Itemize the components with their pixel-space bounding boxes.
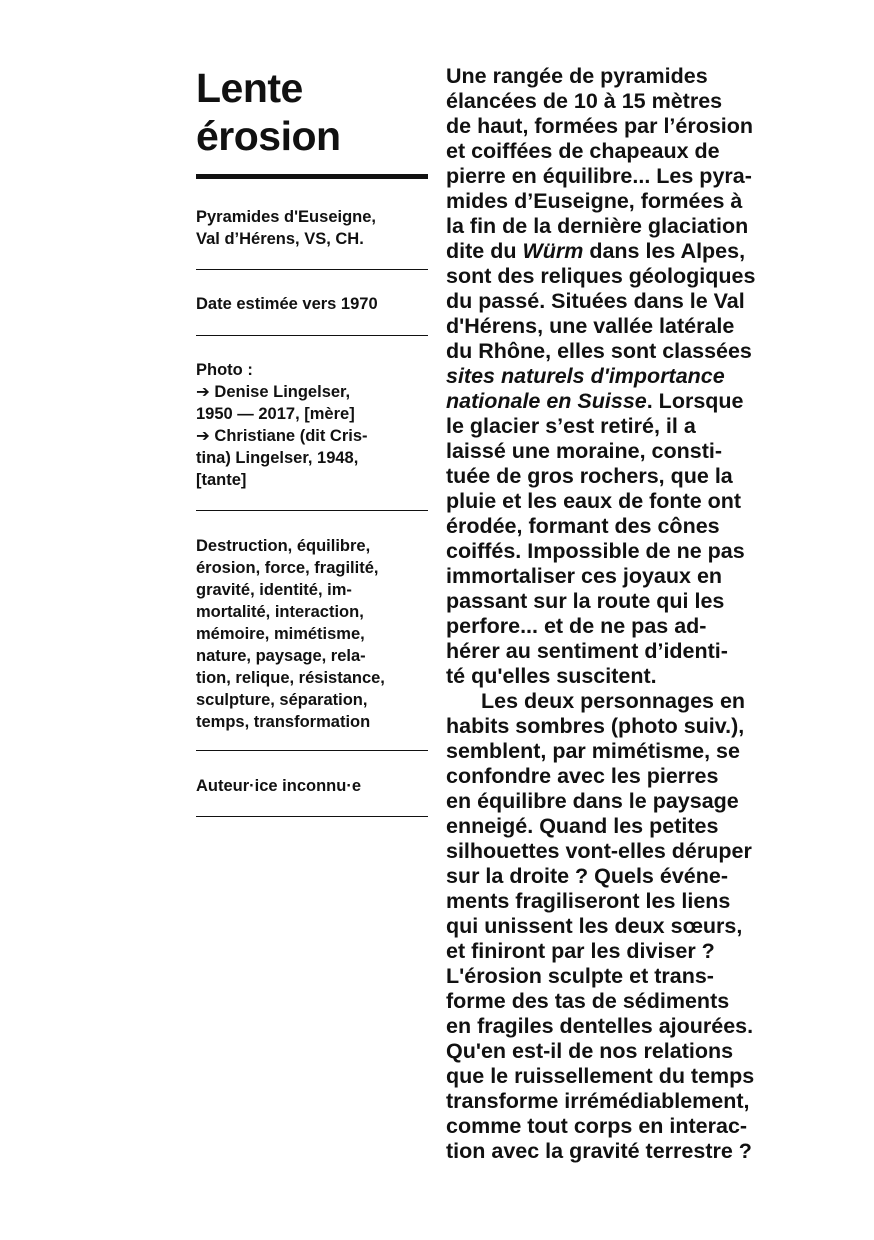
credit-line: 1950 — 2017, [mère] <box>196 405 355 423</box>
date-block <box>196 293 428 315</box>
location-line: Pyramides d'Euseigne, <box>196 208 376 226</box>
credit-line: [tante] <box>196 471 247 489</box>
body-line: d'Hérens, une vallée latérale <box>446 314 735 338</box>
body-line <box>446 389 808 414</box>
body-line: enneigé. Quand les petites <box>446 814 719 838</box>
divider <box>196 816 428 817</box>
title-line: érosion <box>196 113 341 159</box>
body-line: L'érosion sculpte et trans- <box>446 964 714 988</box>
body-line: immortaliser ces joyaux en <box>446 564 723 588</box>
credit-text: Christiane (dit Cris- <box>214 427 368 445</box>
body-line: confondre avec les pierres <box>446 764 719 788</box>
keywords-block <box>196 535 428 733</box>
date-text: Date estimée vers 1970 <box>196 295 378 313</box>
body-line: de haut, formées par l’érosion <box>446 114 754 138</box>
body-line: Une rangée de pyramides <box>446 64 708 88</box>
keyword-line: sculpture, séparation, <box>196 691 368 709</box>
keyword-line: Destruction, équilibre, <box>196 537 371 555</box>
body-line: sont des reliques géologiques <box>446 264 756 288</box>
body-line: perfore... et de ne pas ad- <box>446 614 707 638</box>
body-line: té qu'elles suscitent. <box>446 664 657 688</box>
body-line: et finiront par les diviser ? <box>446 939 715 963</box>
body-line: que le ruissellement du temps <box>446 1064 755 1088</box>
body-line: pluie et les eaux de fonte ont <box>446 489 742 513</box>
divider <box>196 335 428 336</box>
body-line <box>446 364 808 389</box>
keyword-line: temps, transformation <box>196 713 371 731</box>
body-line: forme des tas de sédiments <box>446 989 730 1013</box>
body-line: hérer au sentiment d’identi- <box>446 639 728 663</box>
body-line: ments fragiliseront les liens <box>446 889 731 913</box>
author-text: Auteur·ice inconnu·e <box>196 777 362 795</box>
body-line: coiffés. Impossible de ne pas <box>446 539 745 563</box>
keyword-line: gravité, identité, im- <box>196 581 352 599</box>
body-line: tion avec la gravité terrestre ? <box>446 1139 752 1163</box>
body-line: passant sur la route qui les <box>446 589 725 613</box>
emphasis-text: Würm <box>522 239 584 263</box>
body-text <box>446 64 808 1164</box>
body-line: Qu'en est-il de nos relations <box>446 1039 734 1063</box>
body-text-run: . Lorsque <box>646 389 744 413</box>
body-line: laissé une moraine, consti- <box>446 439 723 463</box>
body-line: du passé. Situées dans le Val <box>446 289 745 313</box>
photo-heading: Photo : <box>196 361 253 379</box>
body-line: pierre en équilibre... Les pyra- <box>446 164 752 188</box>
body-line: en fragiles dentelles ajourées. <box>446 1014 754 1038</box>
body-line: le glacier s’est retiré, il a <box>446 414 696 438</box>
body-line: habits sombres (photo suiv.), <box>446 714 745 738</box>
keyword-line: mortalité, interaction, <box>196 603 364 621</box>
body-text-run: dite du <box>446 239 523 263</box>
keyword-line: tion, relique, résistance, <box>196 669 385 687</box>
divider <box>196 750 428 751</box>
body-line: tuée de gros rochers, que la <box>446 464 733 488</box>
credit-line <box>196 425 428 447</box>
body-line: élancées de 10 à 15 mètres <box>446 89 723 113</box>
emphasis-text: nationale en Suisse <box>446 389 647 413</box>
divider <box>196 510 428 511</box>
body-line: du Rhône, elles sont classées <box>446 339 752 363</box>
keyword-line: mémoire, mimétisme, <box>196 625 365 643</box>
photo-credits <box>196 359 428 491</box>
title-line: Lente <box>196 65 303 111</box>
location-line: Val d’Hérens, VS, CH. <box>196 230 364 248</box>
keyword-line: érosion, force, fragilité, <box>196 559 379 577</box>
body-line: érodée, formant des cônes <box>446 514 720 538</box>
body-line: silhouettes vont-elles déruper <box>446 839 752 863</box>
page-title <box>196 64 341 160</box>
body-line: qui unissent les deux sœurs, <box>446 914 743 938</box>
author-block <box>196 775 428 797</box>
credit-line <box>196 381 428 403</box>
body-line <box>446 239 808 264</box>
body-line: transforme irrémédiablement, <box>446 1089 750 1113</box>
body-line: sur la droite ? Quels événe- <box>446 864 728 888</box>
credit-line: tina) Lingelser, 1948, <box>196 449 359 467</box>
body-line: en équilibre dans le paysage <box>446 789 739 813</box>
body-text-run: dans les Alpes, <box>583 239 746 263</box>
body-line: Les deux personnages en <box>481 689 746 713</box>
title-divider <box>196 174 428 179</box>
body-line: mides d’Euseigne, formées à <box>446 189 743 213</box>
body-line: comme tout corps en interac- <box>446 1114 748 1138</box>
body-line: la fin de la dernière glaciation <box>446 214 749 238</box>
body-line: semblent, par mimétisme, se <box>446 739 740 763</box>
emphasis-text: sites naturels d'importance <box>446 364 725 388</box>
location-block <box>196 206 428 250</box>
keyword-line: nature, paysage, rela- <box>196 647 366 665</box>
credit-text: Denise Lingelser, <box>214 383 351 401</box>
arrow-right-icon: ➔ <box>196 427 210 445</box>
body-line: et coiffées de chapeaux de <box>446 139 720 163</box>
divider <box>196 269 428 270</box>
arrow-right-icon: ➔ <box>196 383 210 401</box>
